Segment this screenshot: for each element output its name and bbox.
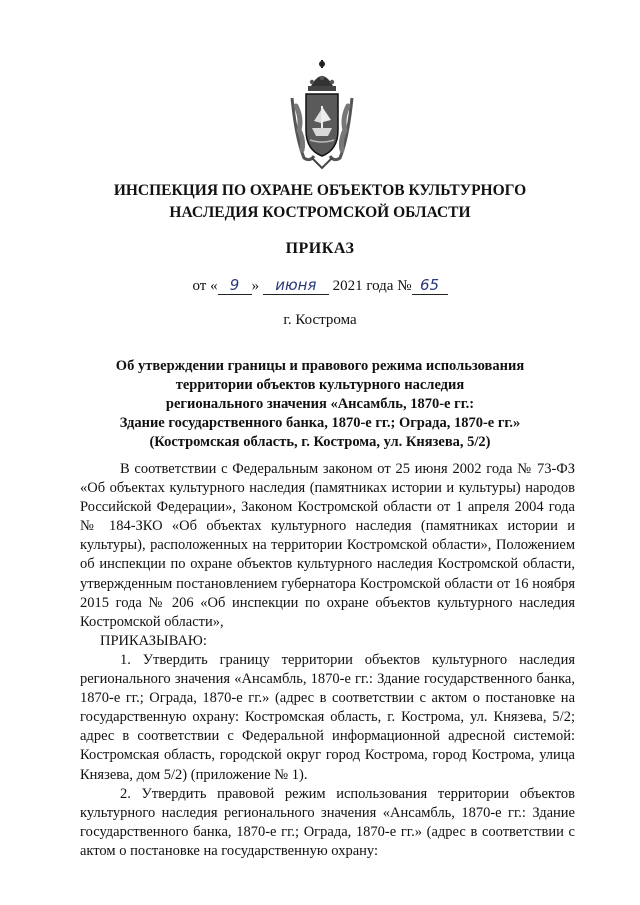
directive-heading: ПРИКАЗЫВАЮ: [100, 632, 207, 649]
document-title: ПРИКАЗ [285, 240, 355, 257]
order-date-line [0, 276, 640, 295]
org-line-2: НАСЛЕДИЯ КОСТРОМСКОЙ ОБЛАСТИ [169, 204, 471, 221]
subject-line-5: (Костромская область, г. Кострома, ул. Князева, 5/2) [149, 434, 491, 450]
subject-line-1: Об утверждении границы и правового режима использования [115, 358, 525, 374]
handwritten-day: 9 [218, 276, 252, 295]
subject-line-4: Здание государственного банка, 1870-е гг.; Ограда, 1870-е гг.» [119, 415, 521, 431]
issue-city: г. Кострома [283, 312, 357, 328]
subject-line-2: территории объектов культурного наследия [175, 377, 465, 393]
order-subject [60, 357, 580, 452]
date-prefix: от « [192, 278, 218, 294]
preamble-paragraph: В соответствии с Федеральным законом от 25 июня 2002 года № 73-ФЗ «Об объектах культурного наследия (памятниках истории и культуры) народов Российской Федерации», Законом Костромской области от 1 апреля 2004 года № 184-ЗКО «Об объектах культурного наследия (памятниках истории и культуры), расположенных на территории Костромской области», Положением об инспекции по охране объектов культурного наследия Костромской области, утвержденным постановлением губернатора Костромской области от 16 ноября 2015 года № 206 «Об инспекции по охране объектов культурного наследия Костромской области», [80, 461, 575, 630]
organization-name [70, 180, 570, 224]
date-separator: » [251, 278, 260, 294]
date-year: 2021 года № [332, 278, 412, 294]
handwritten-month: июня [263, 276, 329, 295]
document-body [80, 460, 575, 861]
org-line-1: ИНСПЕКЦИЯ ПО ОХРАНЕ ОБЪЕКТОВ КУЛЬТУРНОГО [113, 182, 527, 199]
handwritten-order-number: 65 [412, 276, 448, 295]
item-2-paragraph: 2. Утвердить правовой режим использования территории объектов культурного наследия регионального значения «Ансамбль, 1870-е гг.: Здание государственного банка, 1870-е гг.; Ограда, 1870-е гг.» (адрес в соответствии с актом о постановке на государственную охрану: [80, 785, 575, 859]
coat-of-arms-icon [290, 58, 354, 170]
subject-line-3: регионального значения «Ансамбль, 1870-е гг.: [165, 396, 475, 412]
item-1-paragraph: 1. Утвердить границу территории объектов культурного наследия регионального значения «Ансамбль, 1870-е гг.: Здание государственного банка, 1870-е гг.; Ограда, 1870-е гг.» (адрес в соответствии с актом о постановке на государственную охрану: Костромская область, г. Кострома, ул. Князева, 5/2; адрес в соответствии с Федеральной информационной адресной системой: Костромская область, городской округ город Кострома, город Кострома, улица Князева, дом 5/2) (приложение № 1). [80, 651, 575, 783]
